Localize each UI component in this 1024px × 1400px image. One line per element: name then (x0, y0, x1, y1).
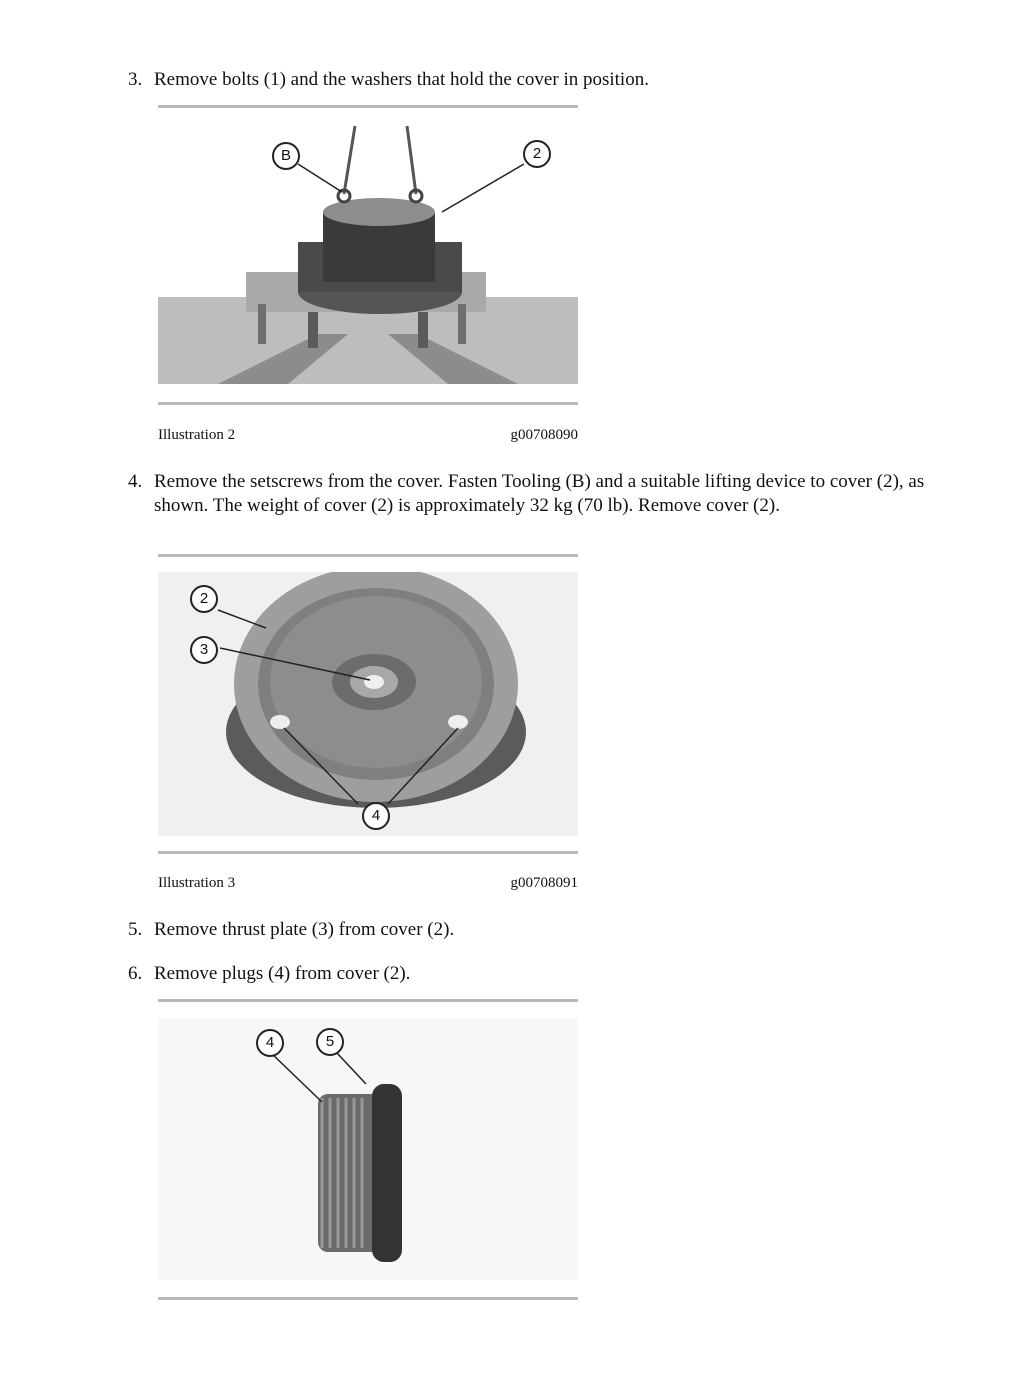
illustration-3-photo (158, 572, 578, 836)
callout-b: B (272, 142, 300, 170)
callout-4: 4 (256, 1029, 284, 1057)
figure-bottom-rule (158, 1297, 578, 1300)
step-number: 4. (128, 471, 143, 492)
step-text: Remove plugs (4) from cover (2). (154, 963, 411, 984)
step-number: 6. (128, 963, 143, 984)
illustration-4-photo (158, 1018, 578, 1280)
callout-3: 3 (190, 636, 218, 664)
caption-code: g00708091 (510, 875, 578, 891)
step-3 (128, 68, 928, 92)
figure-bottom-rule (158, 851, 578, 854)
figure-top-rule (158, 999, 578, 1002)
illustration-2-photo (158, 122, 578, 384)
step-text: Remove thrust plate (3) from cover (2). (154, 919, 455, 940)
caption-code: g00708090 (510, 427, 578, 443)
step-text: Remove bolts (1) and the washers that hold the cover in position. (154, 69, 649, 90)
figure-bottom-rule (158, 402, 578, 405)
step-5 (128, 918, 928, 942)
step-6 (128, 962, 928, 986)
callout-2: 2 (190, 585, 218, 613)
step-4 (128, 470, 928, 518)
callout-5: 5 (316, 1028, 344, 1056)
illustration-4 (158, 1018, 578, 1280)
step-number: 3. (128, 69, 143, 90)
step-number: 5. (128, 919, 143, 940)
callout-4: 4 (362, 802, 390, 830)
caption-label: Illustration 2 (158, 427, 236, 443)
caption-label: Illustration 3 (158, 875, 236, 891)
callout-2: 2 (523, 140, 551, 168)
illustration-2 (158, 122, 578, 384)
figure-top-rule (158, 554, 578, 557)
figure-top-rule (158, 105, 578, 108)
step-text: Remove the setscrews from the cover. Fasten Tooling (B) and a suitable lifting device to cover (2), as shown. The weight of cover (2) is approximately 32 kg (70 lb). Remove cover (2). (154, 471, 925, 516)
illustration-3 (158, 572, 578, 836)
